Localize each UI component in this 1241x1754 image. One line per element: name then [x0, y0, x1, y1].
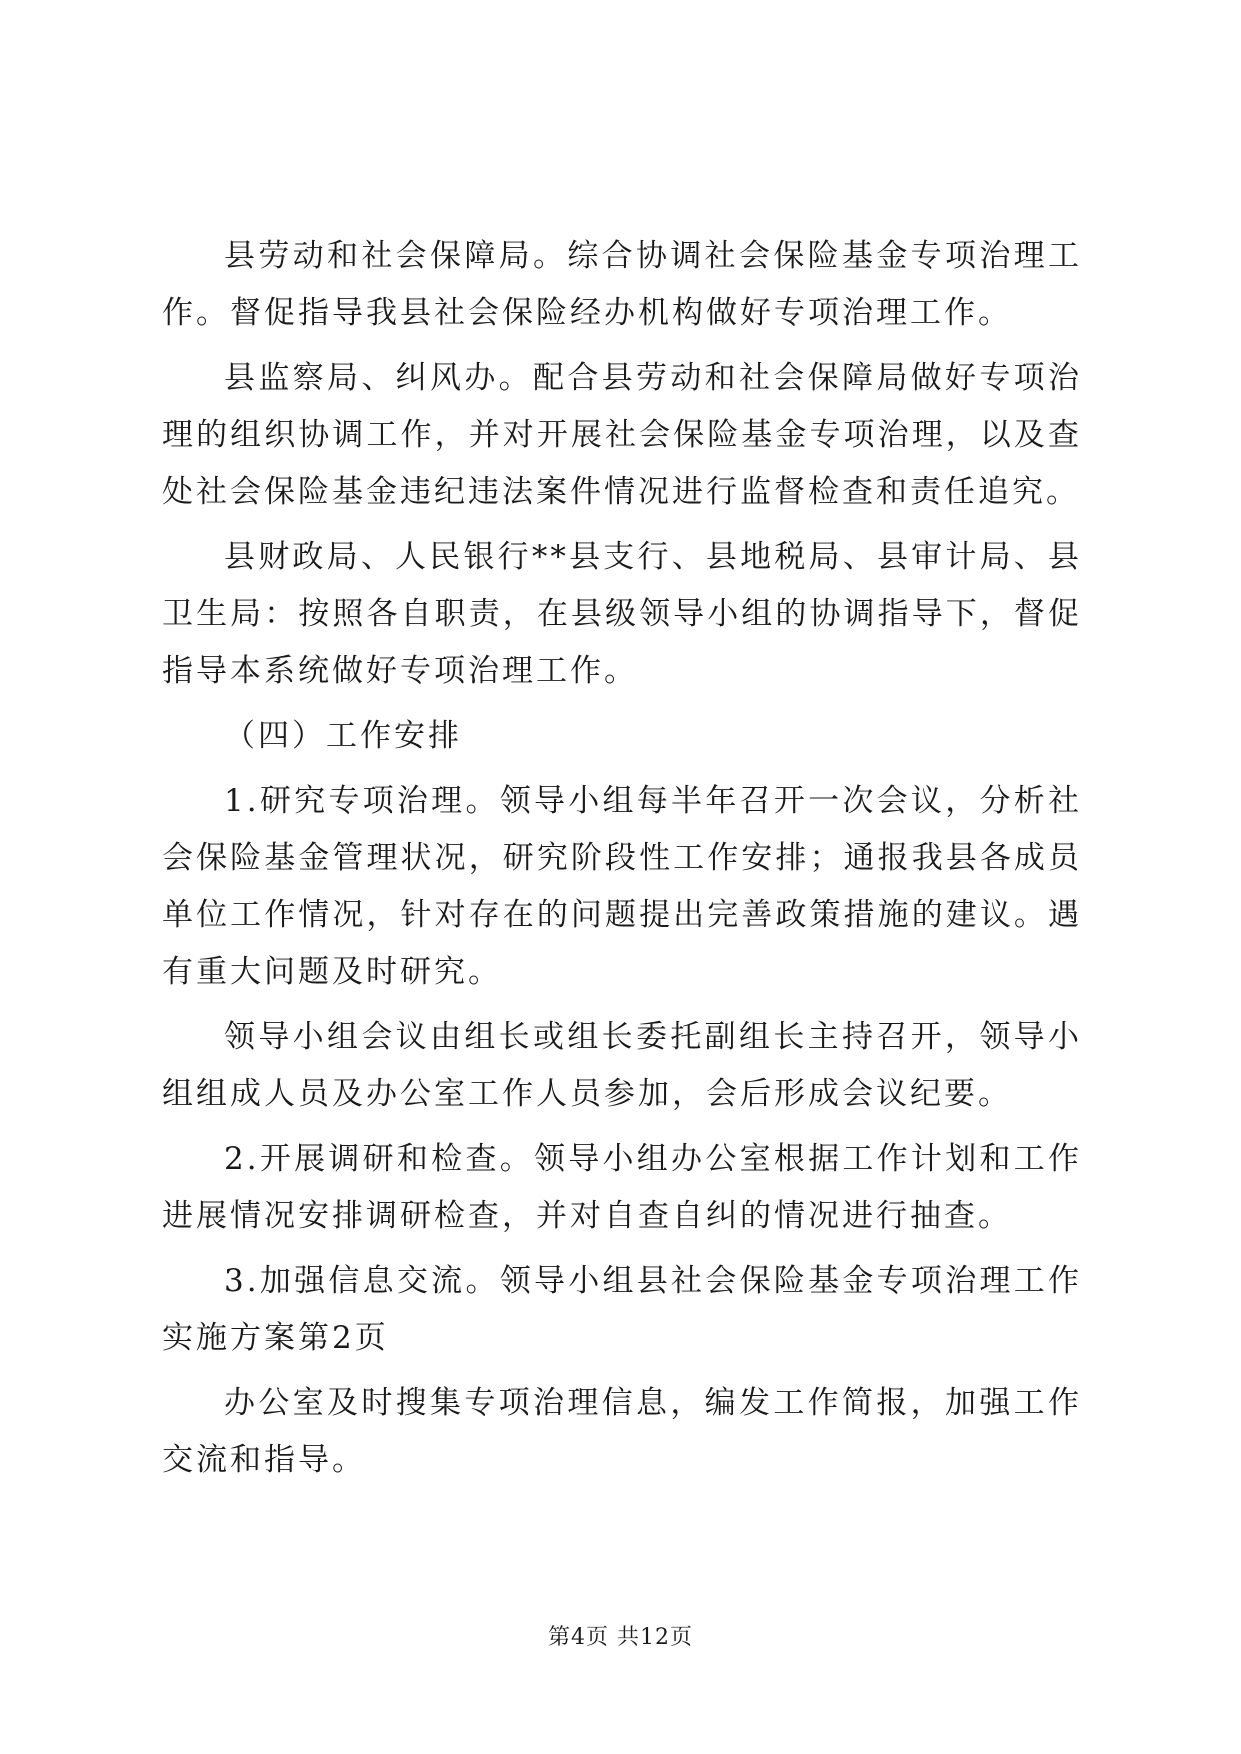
paragraph-supervision-bureau: 县监察局、纠风办。配合县劳动和社会保障局做好专项治理的组织协调工作，并对开展社会保险基金专项治理，以及查处社会保险基金违纪违法案件情况进行监督检查和责任追究。: [162, 360, 1082, 510]
paragraph-finance-bureau: 县财政局、人民银行**县支行、县地税局、县审计局、县卫生局：按照各自职责，在县级领导小组的协调指导下，督促指导本系统做好专项治理工作。: [162, 539, 1082, 689]
paragraph-labor-bureau: 县劳动和社会保障局。综合协调社会保险基金专项治理工作。督促指导我县社会保险经办机构做好专项治理工作。: [162, 238, 1082, 331]
paragraph-item-2: 2.开展调研和检查。领导小组办公室根据工作计划和工作进展情况安排调研检查，并对自查自纠的情况进行抽查。: [162, 1141, 1082, 1234]
section-heading-work-arrangement: （四）工作安排: [224, 718, 462, 754]
paragraph-meeting: 领导小组会议由组长或组长委托副组长主持召开，领导小组组成人员及办公室工作人员参加，会后形成会议纪要。: [162, 1019, 1082, 1112]
page-number-footer: 第4页 共12页: [548, 1625, 693, 1650]
paragraph-item-3: 3.加强信息交流。领导小组县社会保险基金专项治理工作实施方案第2页: [162, 1263, 1082, 1356]
paragraph-office: 办公室及时搜集专项治理信息，编发工作简报，加强工作交流和指导。: [162, 1385, 1082, 1478]
document-body: [162, 228, 1082, 1497]
paragraph-item-1: 1.研究专项治理。领导小组每半年召开一次会议，分析社会保险基金管理状况，研究阶段性工作安排；通报我县各成员单位工作情况，针对存在的问题提出完善政策措施的建议。遇有重大问题及时研究。: [162, 783, 1082, 990]
